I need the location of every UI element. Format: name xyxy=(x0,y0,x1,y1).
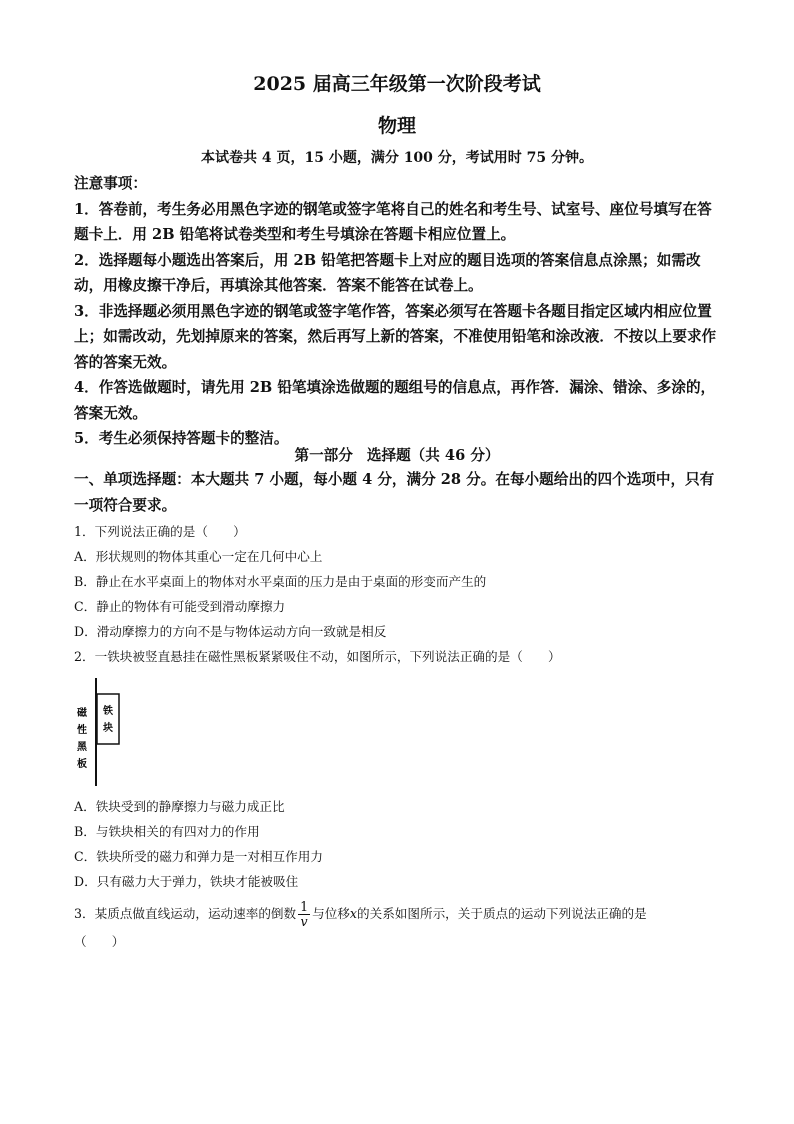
iron-block xyxy=(97,694,119,744)
block-label-char: 块 xyxy=(103,723,113,734)
stem-suffix: 的关系如图所示，关于质点的运动下列说法正确的是 xyxy=(357,906,647,921)
question-option: D．只有磁力大于弹力，铁块才能被吸住 xyxy=(74,874,299,889)
reciprocal-fraction xyxy=(298,900,310,929)
part-one-title: 选择题（共 46 分） xyxy=(366,447,500,464)
question-option: B．与铁块相关的有四对力的作用 xyxy=(74,824,260,839)
question-option: B．静止在水平桌面上的物体对水平桌面的压力是由于桌面的形变而产生的 xyxy=(74,574,487,589)
magnetic-board-figure xyxy=(74,676,134,788)
board-label-char: 性 xyxy=(77,725,87,736)
notice-item: 5．考生必须保持答题卡的整洁。 xyxy=(74,430,289,447)
question-stem: 1．下列说法正确的是（ ） xyxy=(74,524,246,539)
notice-item: 4．作答选做题时，请先用 2B 铅笔填涂选做题的题组号的信息点，再作答．漏涂、错涂、多涂的，答案无效。 xyxy=(74,379,716,422)
exam-title: 2025 届高三年级第一次阶段考试 xyxy=(253,73,541,95)
section-one-heading: 一、单项选择题：本大题共 7 小题，每小题 4 分，满分 28 分。在每小题给出的四个选项中，只有一项符合要求。 xyxy=(74,471,715,514)
question-option: A．形状规则的物体其重心一定在几何中心上 xyxy=(74,549,323,564)
board-label-char: 磁 xyxy=(77,708,87,719)
stem-middle: 与位移 xyxy=(312,906,350,921)
question-option: C．铁块所受的磁力和弹力是一对相互作用力 xyxy=(74,849,323,864)
question-option: D．滑动摩擦力的方向不是与物体运动方向一致就是相反 xyxy=(74,624,387,639)
notice-item: 3．非选择题必须用黑色字迹的钢笔或签字笔作答，答案必须写在答题卡各题目指定区域内相应位置上；如需改动，先划掉原来的答案，然后再写上新的答案，不准使用铅笔和涂改液．不按以上要求作答的答案无效。 xyxy=(74,302,717,371)
fraction-numerator: 1 xyxy=(300,899,309,914)
subject-title: 物理 xyxy=(377,115,416,137)
question-2 xyxy=(74,644,724,669)
magnetic-board-diagram xyxy=(74,676,134,788)
question-stem xyxy=(74,900,724,929)
part-one-heading xyxy=(0,445,794,467)
question-2-options xyxy=(74,794,724,894)
question-option: C．静止的物体有可能受到滑动摩擦力 xyxy=(74,599,286,614)
notice-section xyxy=(74,171,722,452)
notice-heading: 注意事项： xyxy=(74,175,147,192)
board-label-char: 板 xyxy=(77,759,87,770)
question-3 xyxy=(74,900,724,954)
part-one-name: 第一部分 xyxy=(294,447,353,464)
stem-prefix: 3．某质点做直线运动，运动速率的倒数 xyxy=(74,906,297,921)
board-label-char: 黑 xyxy=(77,742,87,753)
answer-paren: （ ） xyxy=(74,934,125,949)
exam-info: 本试卷共 4 页，15 小题，满分 100 分，考试用时 75 分钟。 xyxy=(200,150,594,166)
fraction-denominator: v xyxy=(300,914,308,929)
notice-item: 1．答卷前，考生务必用黑色字迹的钢笔或签字笔将自己的姓名和考生号、试室号、座位号填写在答题卡上．用 2B 铅笔将试卷类型和考生号填涂在答题卡相应位置上。 xyxy=(74,200,712,243)
block-label-char: 铁 xyxy=(103,706,113,717)
question-option: A．铁块受到的静摩擦力与磁力成正比 xyxy=(74,799,285,814)
variable-x: x xyxy=(349,906,358,921)
question-stem: 2．一铁块被竖直悬挂在磁性黑板紧紧吸住不动，如图所示，下列说法正确的是（ ） xyxy=(74,649,561,664)
question-1 xyxy=(74,519,724,644)
notice-item: 2．选择题每小题选出答案后，用 2B 铅笔把答题卡上对应的题目选项的答案信息点涂黑；如需改动，用橡皮擦干净后，再填涂其他答案．答案不能答在试卷上。 xyxy=(74,251,701,294)
